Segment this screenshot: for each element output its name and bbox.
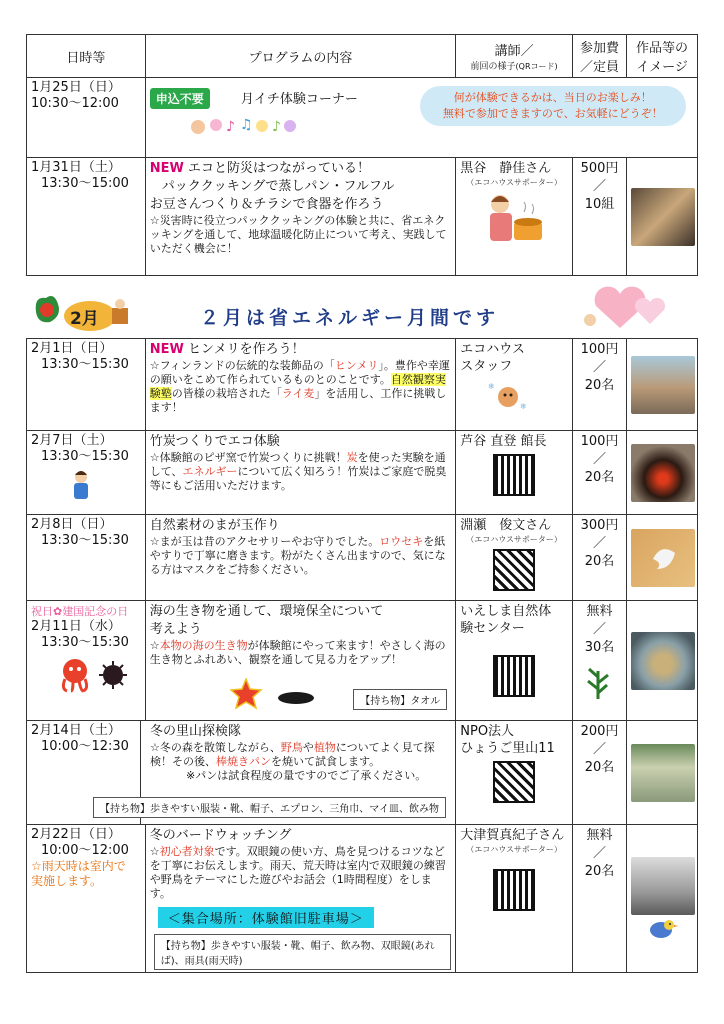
fee-cell: 無料 ／ 30名 bbox=[572, 601, 626, 721]
event-description: ☆災害時に役立つパッククッキングの体験と共に、省エネクッキングを通して、地球温暖化防止について考え、実践していただく機会に！ bbox=[149, 214, 447, 255]
event-date: 2月1日（日） bbox=[31, 341, 113, 356]
event-time: 13:30～15:30 bbox=[41, 357, 129, 372]
event-description: ☆初心者対象です。双眼鏡の使い方、鳥を見つけるコツなどを丁寧にお伝えします。雨天、荒天時は室内で双眼鏡の練習や野鳥をテーマにした遊びやお話会（1時間程度）をします。 bbox=[149, 845, 446, 900]
no-reservation-badge: 申込不要 bbox=[150, 88, 210, 109]
cooking-illustration bbox=[480, 192, 568, 250]
table-row bbox=[27, 515, 698, 601]
capacity: 20名 bbox=[584, 470, 615, 485]
fee: 100円 bbox=[580, 342, 619, 357]
program-cell bbox=[150, 721, 455, 783]
event-description: ☆体験館のピザ窯で竹炭つくりに挑戦！炭を使った実験を通して、エネルギーについて広く知ろう！竹炭はご家庭で脱臭等にもご活用いただけます。 bbox=[149, 451, 447, 492]
fee: 500円 bbox=[580, 161, 619, 176]
event-date: 1月31日（土） bbox=[31, 160, 121, 175]
date-cell bbox=[27, 78, 146, 158]
image-cell bbox=[627, 431, 698, 515]
event-time: 10:00～12:00 bbox=[41, 843, 129, 858]
capacity: 10組 bbox=[584, 197, 615, 212]
program-cell: 海の生き物を通して、環境保全について 考えよう ☆本物の海の生き物が体験館にやって来ます！やさしく海の生き物とふれあい、観察を通して見る力をアップ！ 【持ち物】タオル bbox=[145, 601, 455, 721]
event-title: 月イチ体験コーナー bbox=[240, 92, 358, 107]
octopus-urchin-illustration bbox=[59, 657, 141, 697]
svg-text:❄: ❄ bbox=[488, 382, 495, 391]
hearts-illustration bbox=[580, 284, 670, 336]
table-row bbox=[27, 339, 698, 431]
event-date: 2月8日（日） bbox=[31, 517, 113, 532]
event-description: ☆まが玉は昔のアクセサリーやお守りでした。ロウセキを紙やすりで丁寧に磨きます。粉がたくさん出ますので、気になる方はマスクをご持参ください。 bbox=[149, 535, 446, 576]
date-cell bbox=[27, 601, 146, 721]
info-bubble: 何が体験できるかは、当日のお楽しみ！ 無料で参加できますので、お気軽にどうぞ！ bbox=[420, 86, 686, 126]
february-program-table bbox=[26, 338, 698, 973]
header-date: 日時等 bbox=[27, 35, 146, 78]
program-cell bbox=[145, 515, 455, 601]
image-cell bbox=[627, 515, 698, 601]
event-description: ☆本物の海の生き物が体験館にやって来ます！やさしく海の生き物とふれあい、観察を通して見る力をアップ！ bbox=[149, 639, 446, 666]
date-cell bbox=[27, 339, 146, 431]
svg-text:♪: ♪ bbox=[225, 119, 235, 135]
event-title: 冬のバードウォッチング bbox=[149, 828, 292, 843]
fee-cell: 無料 ／ 20名 bbox=[572, 825, 626, 973]
program-cell bbox=[145, 825, 455, 973]
header-fee: 参加費 ／定員 bbox=[572, 35, 626, 78]
fee-cell: 500円 ／ 10組 bbox=[572, 158, 626, 276]
event-title: 冬の里山探検隊 bbox=[150, 724, 242, 739]
instructor-cell: NPO法人 ひょうご里山11 bbox=[456, 721, 573, 825]
event-time: 13:30～15:00 bbox=[41, 176, 129, 191]
event-title: ヒンメリを作ろう！ bbox=[188, 342, 305, 357]
event-time: 10:00～12:30 bbox=[41, 739, 129, 754]
table-row bbox=[27, 721, 698, 825]
items-to-bring: 【持ち物】歩きやすい服装・靴、帽子、エプロン、三角巾、マイ皿、飲み物 bbox=[93, 797, 446, 818]
image-cell bbox=[627, 721, 698, 825]
rain-note: ☆雨天時は室内で bbox=[31, 859, 126, 873]
note: ※パンは試食程度の量ですのでご了承ください。 bbox=[186, 769, 427, 782]
capacity: 20名 bbox=[584, 760, 615, 775]
capacity: 20名 bbox=[584, 864, 615, 879]
items-to-bring: 【持ち物】歩きやすい服装・靴、帽子、飲み物、双眼鏡(あれば)、雨具(雨天時) bbox=[154, 934, 451, 970]
february-headline: ２月は省エネルギー月間です bbox=[200, 307, 500, 329]
instructor-cell bbox=[456, 431, 573, 515]
satoyama-photo bbox=[631, 744, 695, 802]
holiday-label: 祝日✿建国記念の日 bbox=[31, 605, 129, 618]
date-cell: 2月22日（日） 10:00～12:00 ☆雨天時は室内で 実施します。 bbox=[27, 825, 146, 973]
date-cell bbox=[27, 158, 146, 276]
program-cell: NEW エコと防災はつながっている！ パッククッキングで蒸しパン・フルフル お豆さんつくり＆チラシで食器を作ろう ☆災害時に役立つパッククッキングの体験と共に、省エネクッキングを通して、地球温暖化防止について考え、実践していただく機会に！ bbox=[145, 158, 455, 276]
instructor-cell: 淵瀬 俊文さん （エコハウスサポーター） bbox=[456, 515, 573, 601]
date-cell bbox=[27, 515, 146, 601]
header-program: プログラムの内容 bbox=[145, 35, 455, 78]
fee: 200円 bbox=[580, 724, 619, 739]
instructor-name: 大津賀真紀子さん bbox=[460, 828, 565, 843]
magatama-photo bbox=[631, 529, 695, 587]
event-title: 海の生き物を通して、環境保全について bbox=[149, 604, 384, 619]
image-cell bbox=[627, 601, 698, 721]
instructor-name: 淵瀬 俊文さん bbox=[460, 518, 552, 533]
fee-cell: 200円 ／ 20名 bbox=[572, 721, 626, 825]
items-to-bring: 【持ち物】タオル bbox=[353, 689, 447, 710]
fee: 300円 bbox=[580, 518, 619, 533]
instructor-name: 黒谷 静佳さん bbox=[460, 161, 552, 176]
fee-cell: 100円 ／ 20名 bbox=[572, 431, 626, 515]
svg-text:♪: ♪ bbox=[271, 119, 281, 135]
bird-icon bbox=[645, 917, 693, 945]
svg-text:❄: ❄ bbox=[520, 402, 527, 411]
qr-code-icon[interactable] bbox=[493, 869, 535, 911]
instructor-cell: エコハウス スタッフ ❄ ❄ bbox=[456, 339, 573, 431]
mascot-illustration bbox=[486, 379, 568, 419]
february-emblem bbox=[32, 290, 132, 334]
event-date: 1月25日（日） bbox=[31, 80, 121, 95]
meeting-place: ＜集合場所：体験館旧駐車場＞ bbox=[158, 907, 374, 928]
event-title: 自然素材のまが玉作り bbox=[149, 518, 280, 533]
event-date: 2月14日（土） bbox=[31, 723, 121, 738]
event-time: 13:30～15:30 bbox=[41, 635, 129, 650]
event-title: 竹炭つくりでエコ体験 bbox=[149, 434, 280, 449]
header-instructor: 講師／ 前回の様子(QRコード) bbox=[456, 35, 573, 78]
qr-code-icon[interactable] bbox=[493, 761, 535, 803]
event-time: 10:30～12:00 bbox=[31, 96, 119, 111]
qr-code-icon[interactable] bbox=[493, 549, 535, 591]
date-program-cell bbox=[27, 721, 456, 825]
program-cell bbox=[145, 339, 455, 431]
table-row bbox=[27, 825, 698, 973]
person-illustration bbox=[69, 469, 141, 507]
birdwatching-photo bbox=[631, 857, 695, 915]
seaweed-illustration bbox=[583, 665, 622, 703]
table-row bbox=[27, 431, 698, 515]
instructor-cell: 黒谷 静佳さん （エコハウスサポーター） bbox=[456, 158, 573, 276]
table-row bbox=[27, 78, 698, 158]
event-description: ☆フィンランドの伝統的な装飾品の「ヒンメリ」。豊作や幸運の願いをこめて作られているものとのことです。自然観察実験塾の皆様の栽培された「ライ麦」を活用し、工作に挑戦します！ bbox=[149, 359, 450, 414]
event-time: 13:30～15:30 bbox=[41, 533, 129, 548]
new-badge: NEW bbox=[149, 342, 184, 357]
fee-cell: 100円 ／ 20名 bbox=[572, 339, 626, 431]
cooking-photo bbox=[631, 188, 695, 246]
capacity: 20名 bbox=[584, 378, 615, 393]
sea-creature-photo bbox=[631, 632, 695, 690]
instructor-name: いえしま自然体 bbox=[460, 604, 552, 619]
capacity: 30名 bbox=[584, 640, 615, 655]
table-row bbox=[27, 601, 698, 721]
qr-code-icon[interactable] bbox=[493, 655, 535, 697]
instructor-name: エコハウス bbox=[460, 342, 525, 357]
image-cell bbox=[627, 158, 698, 276]
fee: 無料 bbox=[586, 828, 613, 843]
event-date: 2月11日（水） bbox=[31, 619, 121, 634]
capacity: 20名 bbox=[584, 554, 615, 569]
fee: 無料 bbox=[586, 604, 613, 619]
fee-cell: 300円 ／ 20名 bbox=[572, 515, 626, 601]
table-row bbox=[27, 158, 698, 276]
program-cell bbox=[145, 431, 455, 515]
svg-text:♫: ♫ bbox=[239, 117, 253, 133]
fee: 100円 bbox=[580, 434, 619, 449]
image-cell bbox=[627, 825, 698, 973]
instructor-name: 芦谷 直登 館長 bbox=[460, 434, 547, 449]
event-date: 2月22日（日） bbox=[31, 827, 121, 842]
event-description: ☆冬の森を散策しながら、野鳥や植物についてよく見て探検！その後、棒焼きパンを焼いて試食します。 bbox=[150, 741, 435, 768]
music-notes-illustration bbox=[190, 115, 300, 137]
instructor-cell: 大津賀真紀子さん （エコハウスサポーター） bbox=[456, 825, 573, 973]
january-program-table bbox=[26, 34, 698, 276]
date-cell bbox=[27, 431, 146, 515]
image-cell bbox=[627, 339, 698, 431]
pizza-oven-photo bbox=[631, 444, 695, 502]
event-title: エコと防災はつながっている！ bbox=[188, 161, 371, 176]
program-cell bbox=[145, 78, 697, 158]
month-label: 2月 bbox=[70, 309, 99, 329]
instructor-cell: いえしま自然体 験センター bbox=[456, 601, 573, 721]
instructor-name: NPO法人 bbox=[460, 724, 515, 739]
new-badge: NEW bbox=[149, 161, 184, 176]
table-header-row bbox=[27, 35, 698, 78]
himmeli-photo bbox=[631, 356, 695, 414]
event-time: 13:30～15:30 bbox=[41, 449, 129, 464]
header-image: 作品等の イメージ bbox=[627, 35, 698, 78]
qr-code-icon[interactable] bbox=[493, 454, 535, 496]
event-date: 2月7日（土） bbox=[31, 433, 113, 448]
starfish-seacucumber-illustration bbox=[230, 678, 320, 714]
